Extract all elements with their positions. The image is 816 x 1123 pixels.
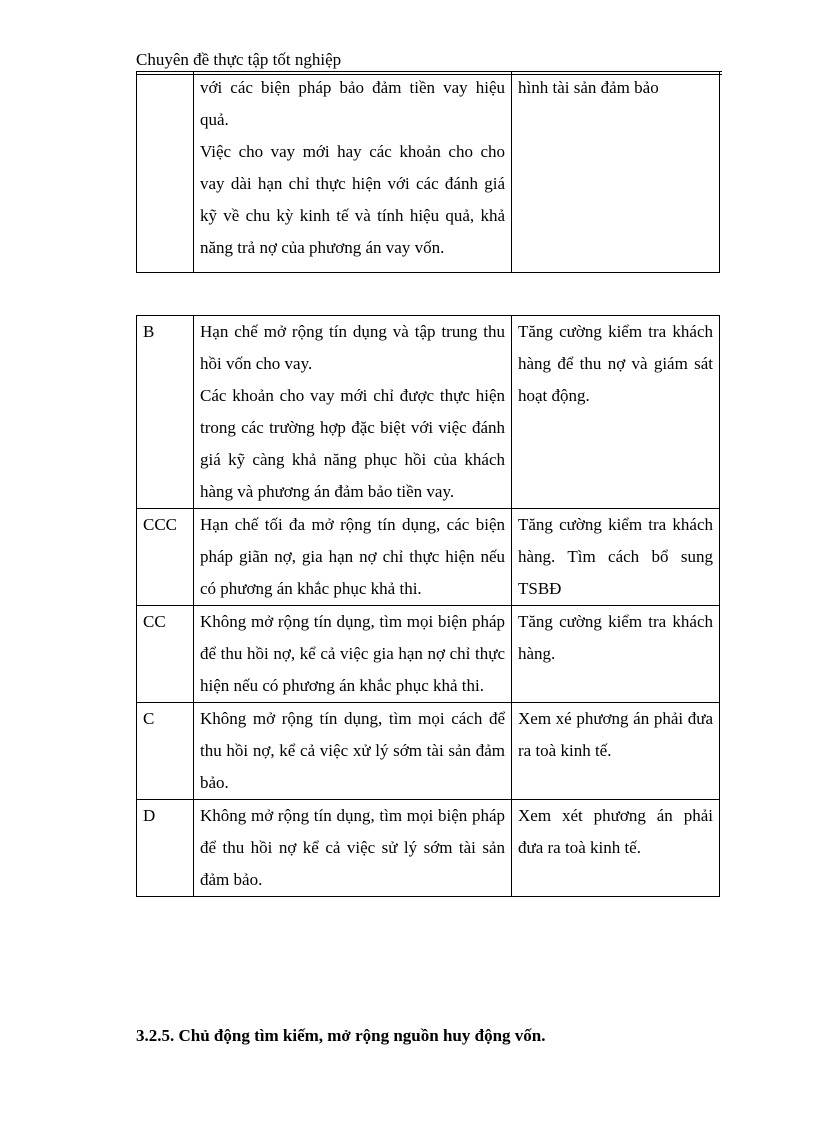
solution-cell [194,703,512,800]
table-row [137,72,720,273]
action-cell: hình tài sản đảm bảo [512,72,720,273]
page-header: Chuyên đề thực tập tốt nghiệp [136,50,722,72]
section-heading: 3.2.5. Chủ động tìm kiếm, mở rộng nguồn huy động vốn. [136,1026,546,1045]
solution-cell [194,316,512,509]
solution-paragraph: Việc cho vay mới hay các khoản cho cho vay dài hạn chỉ thực hiện với các đánh giá kỹ về chu kỳ kinh tế và tính hiệu quả, khả năng trả nợ của phương án vay vốn. [200,142,505,257]
action-cell: Xem xét phương án phải đưa ra toà kinh tế. [512,800,720,897]
solution-paragraph: Không mở rộng tín dụng, tìm mọi biện pháp để thu hồi nợ kể cả việc sử lý sớm tài sản đảm bảo. [200,806,505,889]
class-cell: C [137,703,194,800]
credit-table [136,315,720,897]
solution-cell [194,800,512,897]
table-row [137,703,720,800]
table-row [137,800,720,897]
credit-table-continued [136,71,720,273]
class-cell [137,72,194,273]
action-cell: Tăng cường kiểm tra khách hàng để thu nợ và giám sát hoạt động. [512,316,720,509]
solution-paragraph: Không mở rộng tín dụng, tìm mọi biện pháp để thu hồi nợ, kể cả việc gia hạn nợ chỉ thực hiện nếu có phương án khắc phục khả thi. [200,612,505,695]
action-cell: Tăng cường kiểm tra khách hàng. Tìm cách bổ sung TSBĐ [512,509,720,606]
solution-paragraph: Không mở rộng tín dụng, tìm mọi cách để thu hồi nợ, kể cả việc xử lý sớm tài sản đảm bảo. [200,709,505,792]
table-row [137,316,720,509]
class-cell: CC [137,606,194,703]
class-cell: CCC [137,509,194,606]
solution-paragraph: Hạn chế mở rộng tín dụng và tập trung thu hồi vốn cho vay. [200,322,505,373]
solution-paragraph: với các biện pháp bảo đảm tiền vay hiệu quả. [200,78,505,129]
solution-cell [194,509,512,606]
action-cell: Xem xé phương án phải đưa ra toà kinh tế. [512,703,720,800]
solution-cell [194,72,512,273]
class-cell: D [137,800,194,897]
class-cell: B [137,316,194,509]
solution-paragraph: Hạn chế tối đa mở rộng tín dụng, các biện pháp giãn nợ, gia hạn nợ chỉ thực hiện nếu có phương án khắc phục khả thi. [200,515,505,598]
action-cell: Tăng cường kiểm tra khách hàng. [512,606,720,703]
solution-paragraph: Các khoản cho vay mới chỉ được thực hiện trong các trường hợp đặc biệt với việc đánh giá kỹ càng khả năng phục hồi của khách hàng và phương án đảm bảo tiền vay. [200,386,505,501]
solution-cell [194,606,512,703]
table-row [137,606,720,703]
table-row [137,509,720,606]
